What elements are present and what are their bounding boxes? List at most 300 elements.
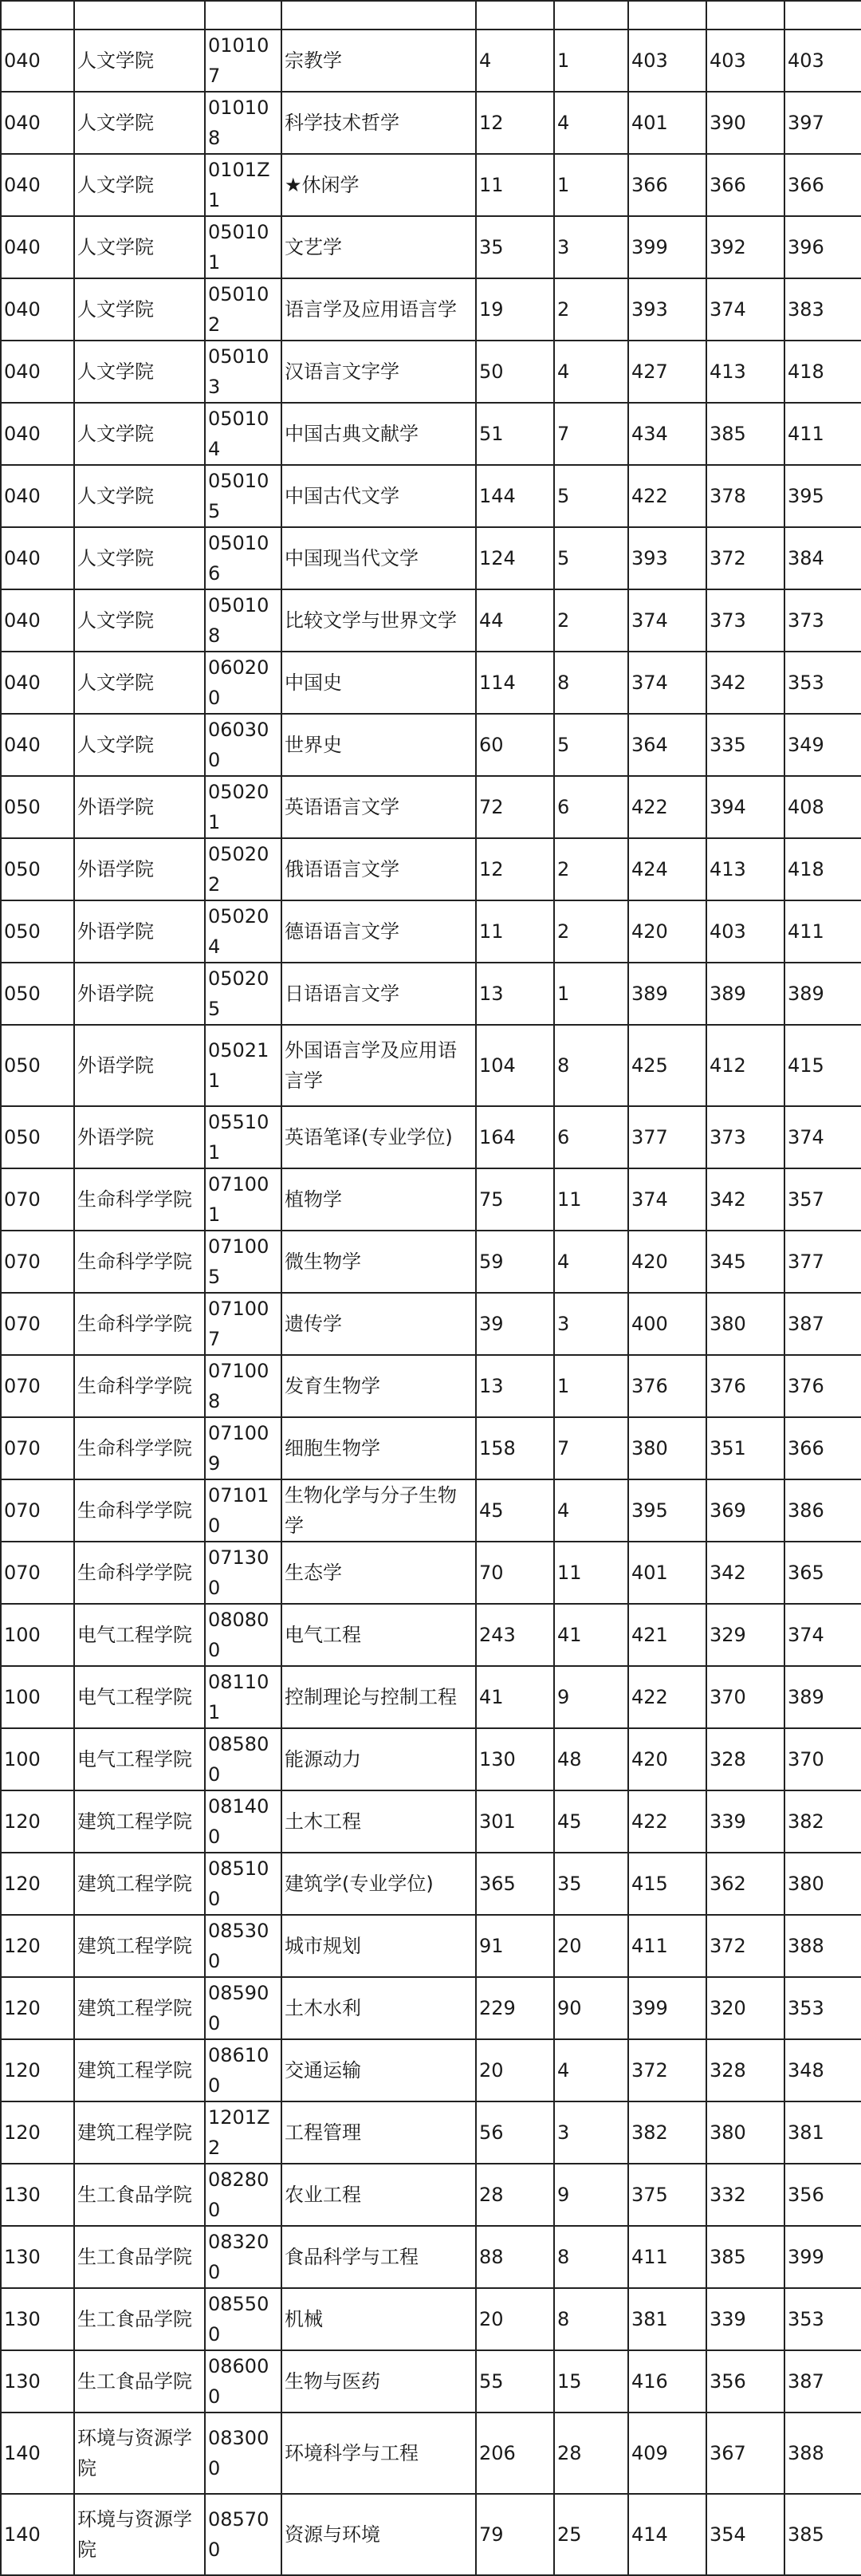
table-cell: 376 xyxy=(784,1355,861,1417)
table-row xyxy=(1,278,861,341)
table-cell: 080800 xyxy=(205,1604,281,1666)
table-cell: 374 xyxy=(628,589,706,652)
table-cell: 3 xyxy=(554,216,628,278)
table-cell: 082800 xyxy=(205,2164,281,2226)
table-cell: 385 xyxy=(784,2494,861,2575)
table-cell: 351 xyxy=(706,1417,784,1479)
table-cell: 353 xyxy=(784,652,861,714)
table-cell: 382 xyxy=(784,1790,861,1853)
table-cell: 393 xyxy=(628,278,706,341)
table-cell: 100 xyxy=(1,1604,74,1666)
table-cell: 德语语言文学 xyxy=(281,900,476,963)
table-cell: 6 xyxy=(554,1106,628,1168)
table-cell: 060300 xyxy=(205,714,281,776)
table-cell: 4 xyxy=(554,341,628,403)
table-cell: 日语语言文学 xyxy=(281,963,476,1025)
table-cell: 085500 xyxy=(205,2288,281,2350)
table-cell: 348 xyxy=(784,2039,861,2101)
table-cell: 俄语语言文学 xyxy=(281,838,476,900)
table-cell: 建筑学(专业学位) xyxy=(281,1853,476,1915)
table-cell: 生命科学学院 xyxy=(74,1542,205,1604)
table-row xyxy=(1,341,861,403)
table-cell: 376 xyxy=(706,1355,784,1417)
table-cell: 人文学院 xyxy=(74,403,205,465)
table-cell: 中国史 xyxy=(281,652,476,714)
table-cell: 28 xyxy=(554,2413,628,2494)
table-cell: 408 xyxy=(784,776,861,838)
table-row xyxy=(1,1977,861,2039)
table-cell: 140 xyxy=(1,2413,74,2494)
table-cell: 电气工程学院 xyxy=(74,1604,205,1666)
table-cell: 4 xyxy=(554,92,628,154)
table-cell: 353 xyxy=(784,2288,861,2350)
table-cell: 071010 xyxy=(205,1479,281,1542)
table-cell: 384 xyxy=(784,527,861,589)
table-cell: 文艺学 xyxy=(281,216,476,278)
table-cell: 农业工程 xyxy=(281,2164,476,2226)
table-cell: 人文学院 xyxy=(74,527,205,589)
table-cell: 370 xyxy=(784,1728,861,1790)
table-cell: 120 xyxy=(1,2101,74,2164)
table-cell: 374 xyxy=(628,652,706,714)
table-cell: 040 xyxy=(1,652,74,714)
table-cell: 394 xyxy=(706,776,784,838)
table-cell: 418 xyxy=(784,341,861,403)
table-cell: 20 xyxy=(554,1915,628,1977)
table-cell: 040 xyxy=(1,154,74,216)
table-cell: 085700 xyxy=(205,2494,281,2575)
table-cell: 45 xyxy=(554,1790,628,1853)
table-cell: 90 xyxy=(554,1977,628,2039)
table-cell: 050202 xyxy=(205,838,281,900)
table-cell: 144 xyxy=(476,465,554,527)
table-cell: 外语学院 xyxy=(74,900,205,963)
table-cell: 建筑工程学院 xyxy=(74,1790,205,1853)
table-cell: 中国古代文学 xyxy=(281,465,476,527)
table-cell: 085100 xyxy=(205,1853,281,1915)
table-cell: 130 xyxy=(1,2288,74,2350)
table-cell: 070 xyxy=(1,1479,74,1542)
table-cell: 050103 xyxy=(205,341,281,403)
table-row xyxy=(1,92,861,154)
table-cell: 375 xyxy=(628,2164,706,2226)
table-cell: 生命科学学院 xyxy=(74,1479,205,1542)
table-cell: 15 xyxy=(554,2350,628,2413)
table-cell: 9 xyxy=(554,1666,628,1728)
table-cell: 403 xyxy=(706,900,784,963)
table-cell xyxy=(554,1,628,30)
table-row xyxy=(1,1853,861,1915)
table-cell: 72 xyxy=(476,776,554,838)
table-cell: 人文学院 xyxy=(74,216,205,278)
table-cell: 374 xyxy=(628,1168,706,1231)
table-row xyxy=(1,1666,861,1728)
table-cell: 外语学院 xyxy=(74,963,205,1025)
table-cell: 040 xyxy=(1,714,74,776)
table-cell: 050 xyxy=(1,963,74,1025)
table-cell: 399 xyxy=(628,1977,706,2039)
table-cell: 010107 xyxy=(205,30,281,92)
table-cell: 229 xyxy=(476,1977,554,2039)
table-cell: 机械 xyxy=(281,2288,476,2350)
table-cell: 44 xyxy=(476,589,554,652)
table-cell: 8 xyxy=(554,2226,628,2288)
table-cell: 51 xyxy=(476,403,554,465)
table-cell: 378 xyxy=(706,465,784,527)
table-cell: 11 xyxy=(554,1168,628,1231)
table-cell: 070 xyxy=(1,1417,74,1479)
table-cell: 373 xyxy=(706,1106,784,1168)
table-cell: 409 xyxy=(628,2413,706,2494)
table-row xyxy=(1,2101,861,2164)
table-row xyxy=(1,714,861,776)
table-cell: 城市规划 xyxy=(281,1915,476,1977)
table-cell: 120 xyxy=(1,1977,74,2039)
table-cell xyxy=(1,1,74,30)
table-cell: 427 xyxy=(628,341,706,403)
table-cell: 374 xyxy=(784,1106,861,1168)
table-cell: 35 xyxy=(476,216,554,278)
table-cell: 1 xyxy=(554,154,628,216)
table-row xyxy=(1,1479,861,1542)
table-cell: 382 xyxy=(628,2101,706,2164)
table-cell: 412 xyxy=(706,1025,784,1106)
table-cell: 085800 xyxy=(205,1728,281,1790)
table-cell: 比较文学与世界文学 xyxy=(281,589,476,652)
table-cell: 11 xyxy=(476,900,554,963)
table-cell: 367 xyxy=(706,2413,784,2494)
table-cell: 411 xyxy=(628,1915,706,1977)
table-cell: 050211 xyxy=(205,1025,281,1106)
table-cell: 420 xyxy=(628,1728,706,1790)
table-cell: 12 xyxy=(476,92,554,154)
table-cell: 外语学院 xyxy=(74,776,205,838)
table-cell: 357 xyxy=(784,1168,861,1231)
table-cell: 130 xyxy=(1,2350,74,2413)
table-cell: 381 xyxy=(628,2288,706,2350)
table-row xyxy=(1,403,861,465)
table-cell: 生命科学学院 xyxy=(74,1417,205,1479)
table-cell: 366 xyxy=(784,154,861,216)
table-row xyxy=(1,1542,861,1604)
table-cell: ★休闲学 xyxy=(281,154,476,216)
table-cell: 130 xyxy=(476,1728,554,1790)
table-cell: 332 xyxy=(706,2164,784,2226)
table-cell: 418 xyxy=(784,838,861,900)
table-row xyxy=(1,2413,861,2494)
table-cell: 人文学院 xyxy=(74,92,205,154)
table-cell: 050102 xyxy=(205,278,281,341)
table-cell: 124 xyxy=(476,527,554,589)
table-cell: 050104 xyxy=(205,403,281,465)
table-cell: 349 xyxy=(784,714,861,776)
table-cell: 控制理论与控制工程 xyxy=(281,1666,476,1728)
table-row xyxy=(1,838,861,900)
table-cell: 生物化学与分子生物学 xyxy=(281,1479,476,1542)
table-cell: 土木工程 xyxy=(281,1790,476,1853)
table-cell: 366 xyxy=(706,154,784,216)
table-cell: 50 xyxy=(476,341,554,403)
table-cell: 工程管理 xyxy=(281,2101,476,2164)
table-row xyxy=(1,963,861,1025)
table-cell: 040 xyxy=(1,216,74,278)
table-cell: 交通运输 xyxy=(281,2039,476,2101)
table-cell: 建筑工程学院 xyxy=(74,1977,205,2039)
table-cell: 人文学院 xyxy=(74,652,205,714)
table-cell: 人文学院 xyxy=(74,589,205,652)
table-cell: 25 xyxy=(554,2494,628,2575)
table-cell: 120 xyxy=(1,2039,74,2101)
table-cell: 104 xyxy=(476,1025,554,1106)
table-cell: 生命科学学院 xyxy=(74,1355,205,1417)
table-cell xyxy=(628,1,706,30)
table-cell: 植物学 xyxy=(281,1168,476,1231)
table-cell: 081101 xyxy=(205,1666,281,1728)
table-cell: 13 xyxy=(476,963,554,1025)
table-cell: 2 xyxy=(554,900,628,963)
table-cell: 35 xyxy=(554,1853,628,1915)
table-cell: 28 xyxy=(476,2164,554,2226)
table-cell: 403 xyxy=(706,30,784,92)
table-cell: 070 xyxy=(1,1231,74,1293)
table-row xyxy=(1,1915,861,1977)
table-cell: 食品科学与工程 xyxy=(281,2226,476,2288)
table-cell: 汉语言文字学 xyxy=(281,341,476,403)
table-cell: 377 xyxy=(784,1231,861,1293)
table-row xyxy=(1,1106,861,1168)
table-row xyxy=(1,465,861,527)
table-cell: 392 xyxy=(706,216,784,278)
table-cell: 164 xyxy=(476,1106,554,1168)
table-cell: 395 xyxy=(784,465,861,527)
table-cell: 401 xyxy=(628,1542,706,1604)
table-cell: 120 xyxy=(1,1853,74,1915)
table-cell: 050105 xyxy=(205,465,281,527)
table-cell: 329 xyxy=(706,1604,784,1666)
table-cell: 390 xyxy=(706,92,784,154)
table-cell: 建筑工程学院 xyxy=(74,1915,205,1977)
table-cell: 413 xyxy=(706,838,784,900)
table-cell: 生工食品学院 xyxy=(74,2350,205,2413)
table-cell: 071005 xyxy=(205,1231,281,1293)
table-cell: 387 xyxy=(784,1293,861,1355)
table-cell: 130 xyxy=(1,2164,74,2226)
table-row xyxy=(1,652,861,714)
table-cell: 生命科学学院 xyxy=(74,1293,205,1355)
table-cell: 071007 xyxy=(205,1293,281,1355)
table-row xyxy=(1,1728,861,1790)
table-cell: 能源动力 xyxy=(281,1728,476,1790)
table-cell: 91 xyxy=(476,1915,554,1977)
table-cell: 395 xyxy=(628,1479,706,1542)
table-cell xyxy=(476,1,554,30)
table-cell: 301 xyxy=(476,1790,554,1853)
table-cell: 425 xyxy=(628,1025,706,1106)
table-cell: 微生物学 xyxy=(281,1231,476,1293)
table-cell: 422 xyxy=(628,1790,706,1853)
table-cell: 071001 xyxy=(205,1168,281,1231)
table-cell: 88 xyxy=(476,2226,554,2288)
table-cell: 380 xyxy=(706,1293,784,1355)
table-cell: 320 xyxy=(706,1977,784,2039)
table-cell: 土木水利 xyxy=(281,1977,476,2039)
table-cell: 6 xyxy=(554,776,628,838)
table-cell: 374 xyxy=(784,1604,861,1666)
table-cell: 11 xyxy=(476,154,554,216)
table-row xyxy=(1,1025,861,1106)
table-cell: 345 xyxy=(706,1231,784,1293)
table-cell: 399 xyxy=(628,216,706,278)
table-cell: 语言学及应用语言学 xyxy=(281,278,476,341)
table-cell: 040 xyxy=(1,92,74,154)
table-cell xyxy=(281,1,476,30)
table-cell: 生命科学学院 xyxy=(74,1168,205,1231)
table-cell: 206 xyxy=(476,2413,554,2494)
table-cell: 422 xyxy=(628,1666,706,1728)
table-cell: 385 xyxy=(706,403,784,465)
table-row xyxy=(1,1293,861,1355)
table-cell xyxy=(74,1,205,30)
table-cell: 370 xyxy=(706,1666,784,1728)
table-cell: 4 xyxy=(554,1479,628,1542)
table-cell: 1201Z2 xyxy=(205,2101,281,2164)
table-cell: 040 xyxy=(1,30,74,92)
table-cell: 140 xyxy=(1,2494,74,2575)
table-cell: 421 xyxy=(628,1604,706,1666)
table-cell: 建筑工程学院 xyxy=(74,1853,205,1915)
table-cell: 040 xyxy=(1,589,74,652)
table-cell: 040 xyxy=(1,465,74,527)
table-cell: 4 xyxy=(554,2039,628,2101)
table-cell: 055101 xyxy=(205,1106,281,1168)
table-cell: 050205 xyxy=(205,963,281,1025)
table-cell: 世界史 xyxy=(281,714,476,776)
table-cell: 071009 xyxy=(205,1417,281,1479)
table-cell: 081400 xyxy=(205,1790,281,1853)
table-cell: 373 xyxy=(784,589,861,652)
table-cell: 342 xyxy=(706,1542,784,1604)
table-cell: 75 xyxy=(476,1168,554,1231)
table-cell: 050 xyxy=(1,838,74,900)
table-cell: 086000 xyxy=(205,2350,281,2413)
table-cell: 374 xyxy=(706,278,784,341)
table-cell: 12 xyxy=(476,838,554,900)
table-cell: 328 xyxy=(706,1728,784,1790)
table-cell: 411 xyxy=(784,403,861,465)
table-cell: 416 xyxy=(628,2350,706,2413)
table-cell: 071008 xyxy=(205,1355,281,1417)
table-cell: 1 xyxy=(554,1355,628,1417)
table-cell: 040 xyxy=(1,403,74,465)
table-cell: 050 xyxy=(1,900,74,963)
table-cell: 328 xyxy=(706,2039,784,2101)
table-cell: 050204 xyxy=(205,900,281,963)
table-cell: 415 xyxy=(784,1025,861,1106)
table-cell: 20 xyxy=(476,2039,554,2101)
table-cell: 41 xyxy=(554,1604,628,1666)
table-cell: 生工食品学院 xyxy=(74,2164,205,2226)
table-row xyxy=(1,2494,861,2575)
table-cell: 385 xyxy=(706,2226,784,2288)
table-row xyxy=(1,1355,861,1417)
table-cell: 424 xyxy=(628,838,706,900)
table-cell: 外语学院 xyxy=(74,838,205,900)
table-cell: 085300 xyxy=(205,1915,281,1977)
table-row xyxy=(1,2288,861,2350)
table-cell: 39 xyxy=(476,1293,554,1355)
table-cell: 科学技术哲学 xyxy=(281,92,476,154)
table-cell: 085900 xyxy=(205,1977,281,2039)
table-cell: 41 xyxy=(476,1666,554,1728)
table-row xyxy=(1,2226,861,2288)
table-cell: 生态学 xyxy=(281,1542,476,1604)
table-cell: 339 xyxy=(706,2288,784,2350)
table-cell: 422 xyxy=(628,776,706,838)
table-cell: 380 xyxy=(706,2101,784,2164)
table-cell: 366 xyxy=(784,1417,861,1479)
table-cell: 人文学院 xyxy=(74,278,205,341)
table-cell: 386 xyxy=(784,1479,861,1542)
table-cell: 389 xyxy=(784,1666,861,1728)
table-cell: 362 xyxy=(706,1853,784,1915)
table-cell: 356 xyxy=(706,2350,784,2413)
table-cell: 040 xyxy=(1,527,74,589)
table-cell: 070 xyxy=(1,1293,74,1355)
table-cell: 353 xyxy=(784,1977,861,2039)
table-cell: 55 xyxy=(476,2350,554,2413)
table-cell: 7 xyxy=(554,403,628,465)
table-cell: 生工食品学院 xyxy=(74,2288,205,2350)
table-cell: 4 xyxy=(476,30,554,92)
table-cell: 8 xyxy=(554,652,628,714)
table-cell: 413 xyxy=(706,341,784,403)
table-row xyxy=(1,216,861,278)
table-cell: 422 xyxy=(628,465,706,527)
table-cell: 中国现当代文学 xyxy=(281,527,476,589)
table-row xyxy=(1,30,861,92)
table-row xyxy=(1,2350,861,2413)
table-row xyxy=(1,2164,861,2226)
table-cell: 372 xyxy=(706,1915,784,1977)
table-cell: 086100 xyxy=(205,2039,281,2101)
table-row xyxy=(1,2039,861,2101)
table-cell: 人文学院 xyxy=(74,714,205,776)
table-cell: 342 xyxy=(706,1168,784,1231)
table-cell: 人文学院 xyxy=(74,30,205,92)
table-cell: 59 xyxy=(476,1231,554,1293)
table-cell: 070 xyxy=(1,1168,74,1231)
table-cell: 13 xyxy=(476,1355,554,1417)
table-cell: 401 xyxy=(628,92,706,154)
table-cell: 060200 xyxy=(205,652,281,714)
table-row xyxy=(1,1417,861,1479)
table-cell: 8 xyxy=(554,1025,628,1106)
table-cell: 资源与环境 xyxy=(281,2494,476,2575)
table-cell: 3 xyxy=(554,1293,628,1355)
table-cell: 英语语言文学 xyxy=(281,776,476,838)
table-cell: 5 xyxy=(554,465,628,527)
table-cell: 393 xyxy=(628,527,706,589)
table-row xyxy=(1,1168,861,1231)
table-cell: 130 xyxy=(1,2226,74,2288)
table-cell: 356 xyxy=(784,2164,861,2226)
table-cell: 071300 xyxy=(205,1542,281,1604)
table-cell: 9 xyxy=(554,2164,628,2226)
table-cell: 403 xyxy=(784,30,861,92)
table-cell: 243 xyxy=(476,1604,554,1666)
table-cell: 外语学院 xyxy=(74,1025,205,1106)
table-cell: 373 xyxy=(706,589,784,652)
